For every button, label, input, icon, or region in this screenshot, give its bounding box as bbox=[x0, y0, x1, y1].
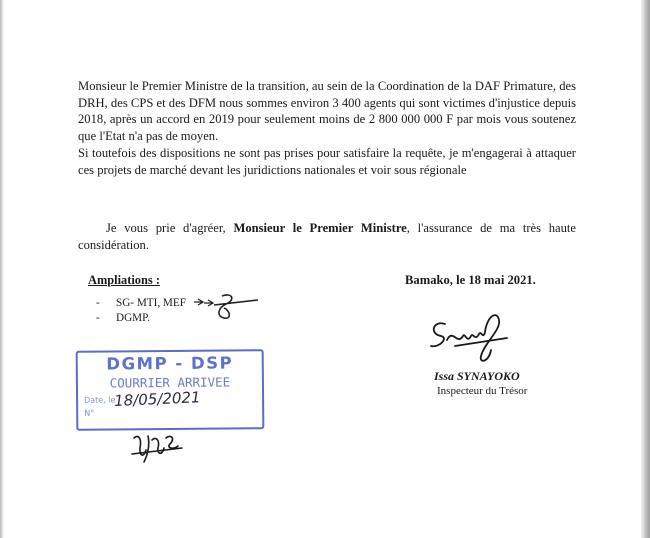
scan-edge-right bbox=[641, 0, 650, 538]
ampliation-item bbox=[96, 296, 186, 311]
mail-received-stamp bbox=[76, 349, 265, 431]
closing-paragraph bbox=[78, 220, 576, 253]
place-and-date: Bamako, le 18 mai 2021. bbox=[405, 273, 536, 287]
signer-title: Inspecteur du Trésor bbox=[437, 385, 528, 397]
letter-paragraph-1: Monsieur le Premier Ministre de la transition, au sein de la Coordination de la DAF Primature, des DRH, des CPS et des DFM nous sommes environ 3 400 agents qui sont victimes d'injustice depuis 2018, après un accord en 2019 pour seulement moins de 2 800 000 000 F par mois vous soutenez que l'Etat n'a pas de moyen. bbox=[78, 79, 576, 143]
ampliations-title: Ampliations : bbox=[88, 273, 160, 287]
ampliations-list bbox=[96, 296, 186, 326]
handwritten-arrow-mark bbox=[192, 292, 262, 324]
ampliation-item bbox=[96, 311, 186, 326]
handwritten-initials bbox=[130, 430, 190, 466]
letter-paragraph-2: Si toutefois des dispositions ne sont pas prises pour satisfaire la requête, je m'engagerai à attaquer ces projets de marché devant les juridictions nationales et voir sous régionale bbox=[78, 146, 576, 177]
ampliation-item-text: DGMP. bbox=[116, 312, 150, 324]
list-dash: - bbox=[96, 312, 100, 324]
stamp-heading: COURRIER ARRIVEE bbox=[109, 374, 231, 391]
list-dash: - bbox=[96, 297, 100, 309]
handwritten-signature bbox=[415, 306, 525, 370]
scan-edge-left bbox=[0, 0, 4, 538]
stamp-date-value: 18/05/2021 bbox=[113, 388, 201, 410]
stamp-date-label: Date, le bbox=[84, 395, 116, 405]
stamp-office: DGMP - DSP bbox=[106, 353, 234, 374]
closing-text-start: Je vous prie d'agréer, bbox=[106, 221, 234, 235]
signer-name: Issa SYNAYOKO bbox=[434, 369, 520, 383]
ampliation-item-text: SG- MTI, MEF bbox=[116, 297, 186, 309]
closing-addressee: Monsieur le Premier Ministre bbox=[233, 221, 407, 235]
closing-text-end: , l'assurance de ma très haute considération. bbox=[78, 221, 577, 252]
stamp-number-label: N° bbox=[84, 408, 95, 418]
